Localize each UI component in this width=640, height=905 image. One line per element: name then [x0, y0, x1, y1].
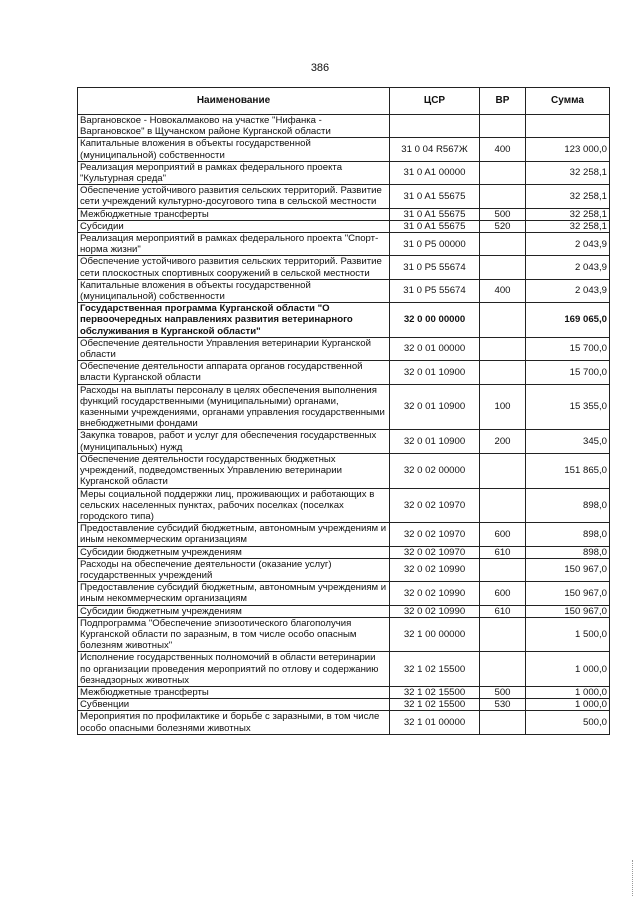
cell-vr: 500 [480, 208, 526, 220]
cell-csr: 32 0 02 10990 [390, 605, 480, 617]
cell-sum: 898,0 [526, 523, 610, 546]
cell-csr: 31 0 A1 55675 [390, 220, 480, 232]
cell-csr: 32 0 02 10970 [390, 488, 480, 523]
column-header-sum: Сумма [526, 88, 610, 115]
table-row [78, 558, 610, 581]
cell-csr: 32 1 00 00000 [390, 617, 480, 652]
table-row [78, 256, 610, 279]
cell-vr [480, 361, 526, 384]
page-number: 386 [310, 62, 330, 74]
cell-name: Расходы на выплаты персоналу в целях обеспечения выполнения функций государственными (муниципальными) органами, казенными учреждениями, органами управления государственными внебюджетными фондами [78, 384, 390, 430]
cell-csr: 32 1 02 15500 [390, 699, 480, 711]
cell-csr: 32 1 01 00000 [390, 711, 480, 734]
cell-name: Государственная программа Курганской области "О первоочередных направлениях развития ветеринарного обслуживания в Курганской области" [78, 303, 390, 338]
cell-name: Субвенции [78, 699, 390, 711]
cell-name: Реализация мероприятий в рамках федерального проекта "Культурная среда" [78, 161, 390, 184]
cell-sum: 2 043,9 [526, 233, 610, 256]
cell-sum: 500,0 [526, 711, 610, 734]
cell-vr [480, 256, 526, 279]
cell-sum [526, 115, 610, 138]
cell-csr: 32 0 01 10900 [390, 384, 480, 430]
table-row [78, 303, 610, 338]
table-row [78, 279, 610, 302]
cell-vr: 520 [480, 220, 526, 232]
cell-name: Капитальные вложения в объекты государственной (муниципальной) собственности [78, 138, 390, 161]
table-row [78, 686, 610, 698]
budget-table [77, 87, 610, 735]
cell-sum: 898,0 [526, 546, 610, 558]
cell-sum: 150 967,0 [526, 558, 610, 581]
cell-sum: 150 967,0 [526, 582, 610, 605]
cell-vr [480, 185, 526, 208]
cell-csr: 32 0 02 10970 [390, 523, 480, 546]
cell-csr: 31 0 A1 00000 [390, 161, 480, 184]
cell-vr: 610 [480, 546, 526, 558]
column-header-name: Наименование [78, 88, 390, 115]
table-row [78, 208, 610, 220]
cell-vr: 500 [480, 686, 526, 698]
table-row [78, 185, 610, 208]
cell-sum: 898,0 [526, 488, 610, 523]
cell-name: Расходы на обеспечение деятельности (оказание услуг) государственных учреждений [78, 558, 390, 581]
cell-name: Реализация мероприятий в рамках федерального проекта "Спорт-норма жизни" [78, 233, 390, 256]
cell-sum: 32 258,1 [526, 208, 610, 220]
cell-name: Предоставление субсидий бюджетным, автономным учреждениям и иным некоммерческим организациям [78, 523, 390, 546]
scan-artifact [632, 860, 635, 896]
cell-sum: 2 043,9 [526, 256, 610, 279]
table-row [78, 546, 610, 558]
table-row [78, 652, 610, 687]
cell-csr: 32 0 02 10970 [390, 546, 480, 558]
cell-csr: 31 0 P5 55674 [390, 279, 480, 302]
cell-csr: 31 0 P5 00000 [390, 233, 480, 256]
cell-csr: 32 0 01 10900 [390, 361, 480, 384]
cell-name: Субсидии бюджетным учреждениям [78, 546, 390, 558]
cell-vr: 400 [480, 138, 526, 161]
column-header-csr: ЦСР [390, 88, 480, 115]
cell-name: Варгановское - Новокалмаково на участке "Нифанка - Варгановское" в Щучанском районе Курганской области [78, 115, 390, 138]
cell-sum: 1 000,0 [526, 686, 610, 698]
table-row [78, 430, 610, 453]
table-row [78, 233, 610, 256]
cell-csr: 32 0 01 10900 [390, 430, 480, 453]
cell-vr: 400 [480, 279, 526, 302]
cell-sum: 150 967,0 [526, 605, 610, 617]
table-row [78, 361, 610, 384]
cell-vr: 600 [480, 582, 526, 605]
cell-sum: 15 355,0 [526, 384, 610, 430]
cell-csr: 32 0 02 10990 [390, 582, 480, 605]
cell-vr [480, 558, 526, 581]
table-row [78, 115, 610, 138]
cell-csr: 32 1 02 15500 [390, 686, 480, 698]
cell-vr [480, 303, 526, 338]
cell-name: Межбюджетные трансферты [78, 686, 390, 698]
cell-sum: 32 258,1 [526, 185, 610, 208]
table-row [78, 699, 610, 711]
cell-csr: 32 0 02 10990 [390, 558, 480, 581]
table-row [78, 161, 610, 184]
cell-sum: 1 000,0 [526, 699, 610, 711]
cell-vr [480, 453, 526, 488]
table-row [78, 617, 610, 652]
cell-vr [480, 617, 526, 652]
cell-name: Капитальные вложения в объекты государственной (муниципальной) собственности [78, 279, 390, 302]
cell-sum: 15 700,0 [526, 337, 610, 360]
cell-csr: 32 0 02 00000 [390, 453, 480, 488]
cell-sum: 345,0 [526, 430, 610, 453]
header-row [78, 88, 610, 115]
cell-name: Исполнение государственных полномочий в области ветеринарии по организации проведения мероприятий по отлову и содержанию безнадзорных животных [78, 652, 390, 687]
cell-name: Межбюджетные трансферты [78, 208, 390, 220]
cell-csr: 32 0 01 00000 [390, 337, 480, 360]
cell-sum: 123 000,0 [526, 138, 610, 161]
table-row [78, 138, 610, 161]
cell-vr: 610 [480, 605, 526, 617]
cell-name: Подпрограмма "Обеспечение эпизоотического благополучия Курганской области по заразным, в том числе особо опасным болезням животных" [78, 617, 390, 652]
cell-name: Закупка товаров, работ и услуг для обеспечения государственных (муниципальных) нужд [78, 430, 390, 453]
table-row [78, 384, 610, 430]
cell-vr: 530 [480, 699, 526, 711]
cell-sum: 1 500,0 [526, 617, 610, 652]
cell-sum: 169 065,0 [526, 303, 610, 338]
cell-name: Обеспечение устойчивого развития сельских территорий. Развитие сети плоскостных спортивных сооружений в сельской местности [78, 256, 390, 279]
table-row [78, 337, 610, 360]
cell-vr: 600 [480, 523, 526, 546]
cell-name: Мероприятия по профилактике и борьбе с заразными, в том числе особо опасными болезнями животных [78, 711, 390, 734]
cell-vr [480, 115, 526, 138]
cell-vr [480, 161, 526, 184]
cell-vr [480, 233, 526, 256]
table-row [78, 605, 610, 617]
cell-name: Обеспечение устойчивого развития сельских территорий. Развитие сети учреждений культурно-досугового типа в сельской местности [78, 185, 390, 208]
cell-vr [480, 488, 526, 523]
cell-vr: 200 [480, 430, 526, 453]
cell-csr: 31 0 04 R567Ж [390, 138, 480, 161]
cell-csr: 31 0 A1 55675 [390, 185, 480, 208]
cell-name: Предоставление субсидий бюджетным, автономным учреждениям и иным некоммерческим организациям [78, 582, 390, 605]
cell-name: Обеспечение деятельности Управления ветеринарии Курганской области [78, 337, 390, 360]
cell-name: Субсидии [78, 220, 390, 232]
table-row [78, 220, 610, 232]
table-header [78, 88, 610, 115]
cell-sum: 151 865,0 [526, 453, 610, 488]
cell-csr [390, 115, 480, 138]
cell-sum: 15 700,0 [526, 361, 610, 384]
table-row [78, 488, 610, 523]
cell-vr [480, 337, 526, 360]
cell-name: Обеспечение деятельности аппарата органов государственной власти Курганской области [78, 361, 390, 384]
cell-csr: 32 1 02 15500 [390, 652, 480, 687]
cell-name: Меры социальной поддержки лиц, проживающих и работающих в сельских населенных пунктах, рабочих поселках (поселках городского типа) [78, 488, 390, 523]
table-row [78, 711, 610, 734]
cell-sum: 32 258,1 [526, 220, 610, 232]
cell-vr [480, 711, 526, 734]
column-header-vr: ВР [480, 88, 526, 115]
cell-vr: 100 [480, 384, 526, 430]
table-row [78, 582, 610, 605]
cell-sum: 32 258,1 [526, 161, 610, 184]
cell-name: Обеспечение деятельности государственных бюджетных учреждений, подведомственных Управлению ветеринарии Курганской области [78, 453, 390, 488]
cell-name: Субсидии бюджетным учреждениям [78, 605, 390, 617]
cell-csr: 32 0 00 00000 [390, 303, 480, 338]
cell-sum: 2 043,9 [526, 279, 610, 302]
table-row [78, 523, 610, 546]
table-body [78, 115, 610, 735]
cell-csr: 31 0 A1 55675 [390, 208, 480, 220]
table-row [78, 453, 610, 488]
cell-csr: 31 0 P5 55674 [390, 256, 480, 279]
cell-vr [480, 652, 526, 687]
cell-sum: 1 000,0 [526, 652, 610, 687]
